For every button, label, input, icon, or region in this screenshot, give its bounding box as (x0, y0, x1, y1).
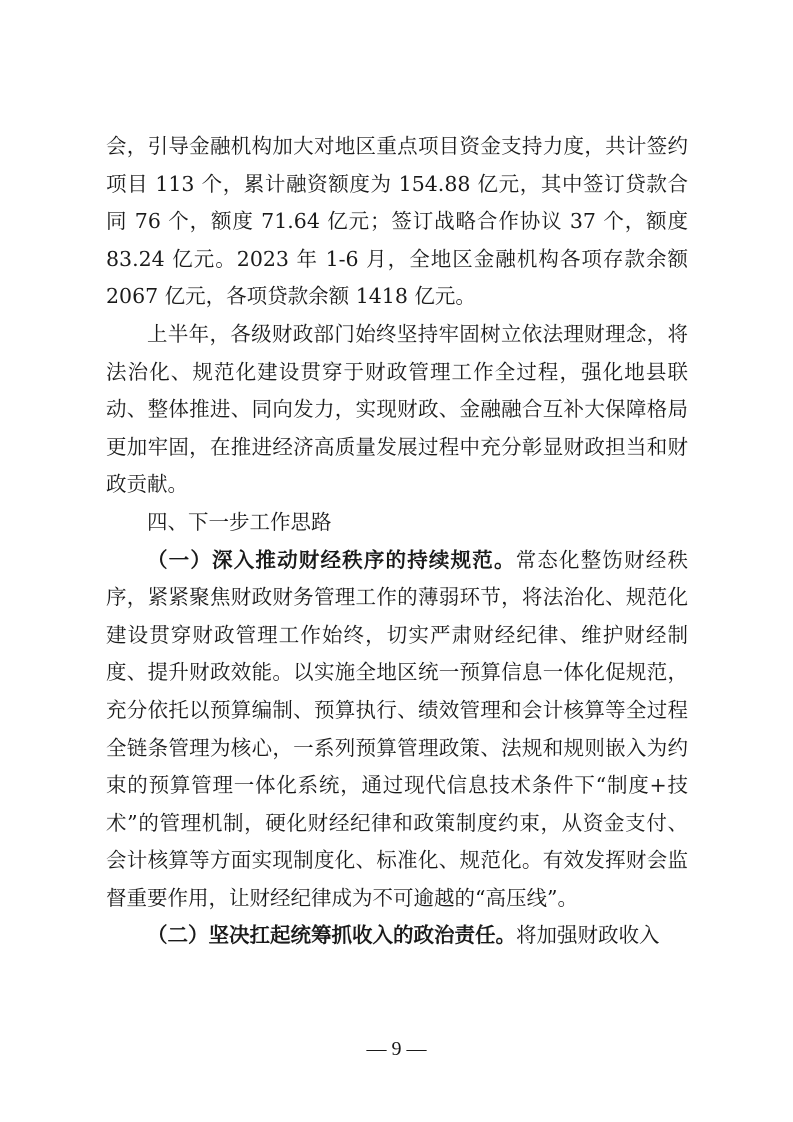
section-heading-next-steps: 四、下一步工作思路 (147, 509, 332, 534)
paragraph-fiscal-order (106, 542, 688, 918)
document-body (106, 128, 688, 955)
paragraph-half-year-summary: 上半年，各级财政部门始终坚持牢固树立依法理财理念，将法治化、规范化建设贯穿于财政管理工作全过程，强化地县联动、整体推进、同向发力，实现财政、金融融合互补大保障格局更加牢固，在推进经济高质量发展过程中充分彰显财政担当和财政贡献。 (106, 321, 688, 497)
paragraph-body-fiscal-order: 常态化整饬财经秩序，紧紧聚焦财政财务管理工作的薄弱环节，将法治化、规范化建设贯穿财政管理工作始终，切实严肃财经纪律、维护财经制度、提升财政效能。以实施全地区统一预算信息一体化促规范，充分依托以预算编制、预算执行、绩效管理和会计核算等全过程全链条管理为核心，一系列预算管理政策、法规和规则嵌入为约束的预算管理一体化系统，通过现代信息技术条件下“制度+技术”的管理机制，硬化财经纪律和政策制度约束，从资金支付、会计核算等方面实现制度化、标准化、规范化。有效发挥财会监督重要作用，让财经纪律成为不可逾越的“高压线”。 (106, 547, 688, 910)
page-number: — 9 — (366, 1038, 427, 1060)
paragraph-lead-revenue: （二）坚决扛起统筹抓收入的政治责任。 (147, 923, 516, 948)
paragraph-financing-summary: 会，引导金融机构加大对地区重点项目资金支持力度，共计签约项目 113 个，累计融资额度为 154.88 亿元，其中签订贷款合同 76 个，额度 71.64 亿元；签订战略合作协议 37 个，额度 83.24 亿元。2023 年 1-6 月，全地区金融机构各项存款余额 2067 亿元，各项贷款余额 1418 亿元。 (106, 134, 688, 309)
paragraph-body-revenue: 将加强财政收入 (516, 923, 660, 948)
paragraph-revenue-responsibility (106, 917, 688, 955)
paragraph-lead-fiscal-order: （一）深入推动财经秩序的持续规范。 (147, 547, 516, 572)
